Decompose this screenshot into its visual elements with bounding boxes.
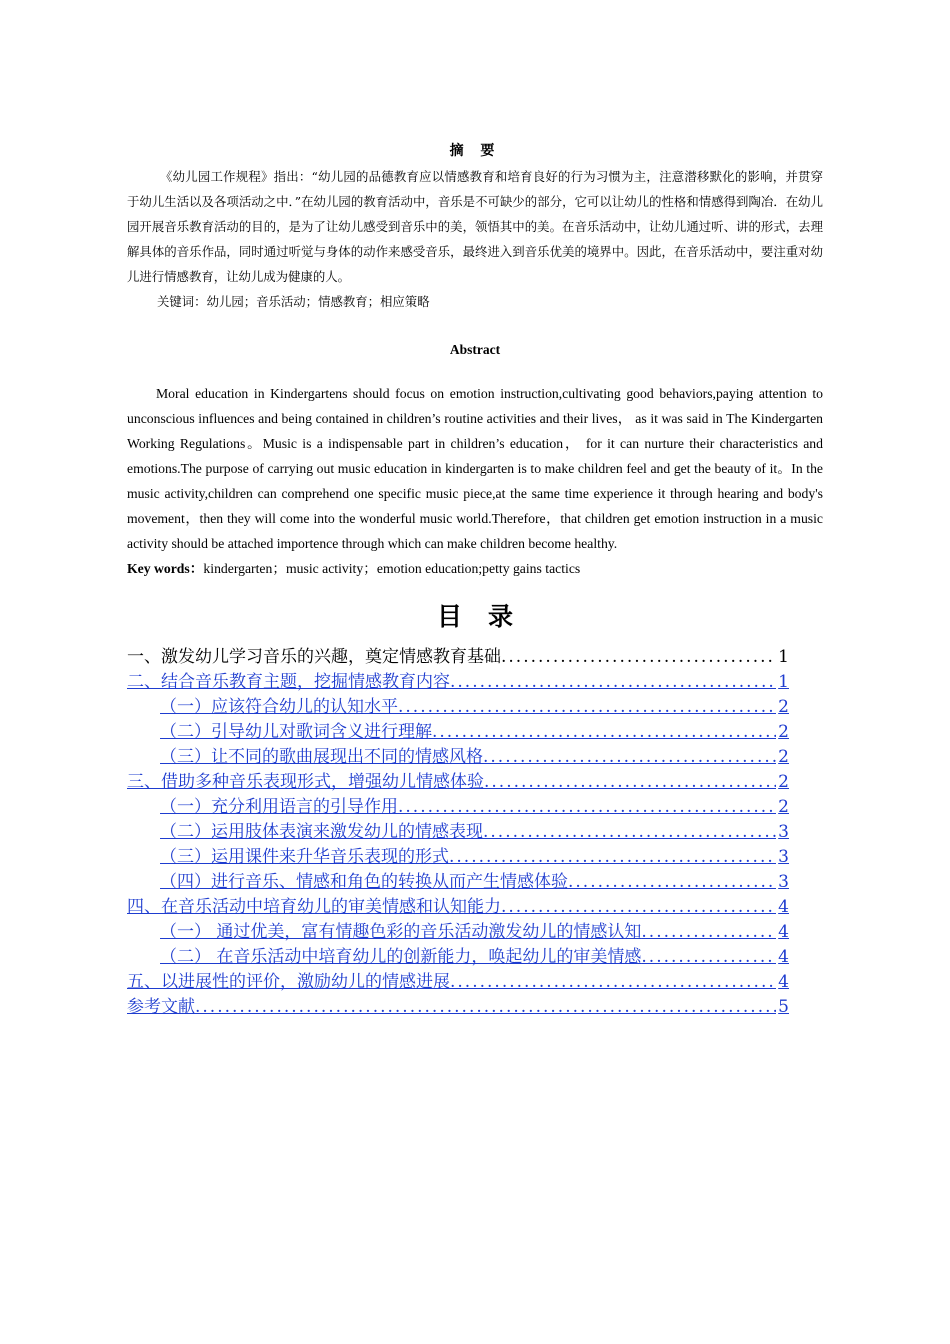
toc-title: 目录	[436, 602, 539, 631]
toc-entry-text: 参考文献	[127, 997, 195, 1017]
toc-entry-5[interactable]	[127, 970, 789, 995]
toc-leader-dots	[484, 770, 776, 795]
toc-page-number: 4	[778, 947, 789, 967]
toc-entry-text: （一） 通过优美，富有情趣色彩的音乐活动激发幼儿的情感认知	[160, 922, 642, 942]
abstract-zh-title: 摘 要	[449, 143, 501, 159]
toc-page-number: 3	[778, 847, 789, 867]
toc-leader-dots	[450, 670, 776, 695]
toc-leader-dots	[450, 970, 776, 995]
table-of-contents	[127, 645, 789, 1020]
toc-page-number: 2	[778, 772, 789, 792]
abstract-zh-body: 《幼儿园工作规程》指出：“幼儿园的品德教育应以情感教育和培育良好的行为习惯为主，注意潜移默化的影响，并贯穿于幼儿生活以及各项活动之中．”在幼儿园的教育活动中，音乐是不可缺少的部分，它可以让幼儿的性格和情感得到陶冶．在幼儿园开展音乐教育活动的目的，是为了让幼儿感受到音乐中的美，领悟其中的美。在音乐活动中，让幼儿通过听、讲的形式，去理解具体的音乐作品，同时通过听觉与身体的动作来感受音乐，最终进入到音乐优美的境界中。因此，在音乐活动中，要注重对幼儿进行情感教育，让幼儿成为健康的人。	[127, 169, 823, 284]
toc-page-number: 2	[778, 747, 789, 767]
toc-entry-text: （三）让不同的歌曲展现出不同的情感风格	[160, 747, 483, 767]
toc-entry-text: （二）运用肢体表演来激发幼儿的情感表现	[160, 822, 483, 842]
toc-leader-dots	[501, 645, 776, 670]
toc-page-number: 3	[778, 872, 789, 892]
toc-page-number: 2	[778, 797, 789, 817]
toc-entry-3-3[interactable]	[127, 845, 789, 870]
toc-entry-4[interactable]	[127, 895, 789, 920]
toc-entry-text: （一）充分利用语言的引导作用	[160, 797, 398, 817]
keywords-en	[127, 556, 823, 581]
toc-entry-3-2[interactable]	[127, 820, 789, 845]
keywords-zh-label: 关键词：	[157, 294, 207, 309]
toc-leader-dots	[449, 845, 776, 870]
toc-entry-text: （二） 在音乐活动中培育幼儿的创新能力，唤起幼儿的审美情感	[160, 947, 642, 967]
toc-leader-dots	[398, 695, 776, 720]
toc-leader-dots	[501, 895, 776, 920]
toc-entry-text: 一、激发幼儿学习音乐的兴趣，奠定情感教育基础	[127, 647, 501, 667]
keywords-en-label: Key words：	[127, 561, 204, 576]
toc-leader-dots	[398, 795, 776, 820]
toc-entry-2-3[interactable]	[127, 745, 789, 770]
toc-leader-dots	[641, 920, 776, 945]
toc-entry-text: 五、以进展性的评价，激励幼儿的情感进展	[127, 972, 450, 992]
abstract-en-body: Moral education in Kindergartens should focus on emotion instruction,cultivating good behaviors,paying attention to unconscious influences and being contained in children’s routine activities and their lives， as it was said in The Kindergarten Working Regulations。Music is a indispensable part in children’s education， for it can nurture their characteristics and emotions.The purpose of carrying out music education in kindergarten is to make children feel and get the beauty of it。In the music activity,children can comprehend one specific music piece,at the same time experience it through hearing and body's movement，then they will come into the wonderful music world.Therefore，that children get emotion instruction in a music activity should be attached importence through which can make children become healthy.	[127, 386, 823, 551]
toc-leader-dots	[483, 820, 776, 845]
toc-entry-text: （四）进行音乐、情感和角色的转换从而产生情感体验	[160, 872, 568, 892]
toc-page-number: 1	[778, 647, 789, 667]
toc-entry-text: （一）应该符合幼儿的认知水平	[160, 697, 398, 717]
toc-entry-3-4[interactable]	[127, 870, 789, 895]
toc-entry-text: （二）引导幼儿对歌词含义进行理解	[160, 722, 432, 742]
toc-page-number: 4	[778, 897, 789, 917]
document-page	[127, 140, 823, 1020]
toc-leader-dots	[641, 945, 776, 970]
toc-leader-dots	[483, 745, 776, 770]
toc-entry-text: （三）运用课件来升华音乐表现的形式	[160, 847, 449, 867]
toc-page-number: 1	[778, 672, 789, 692]
toc-entry-3[interactable]	[127, 770, 789, 795]
abstract-en-title: Abstract	[449, 342, 501, 357]
toc-page-number: 4	[778, 922, 789, 942]
toc-page-number: 3	[778, 822, 789, 842]
toc-entry-references[interactable]	[127, 995, 789, 1020]
toc-leader-dots	[195, 995, 776, 1020]
toc-entry-2[interactable]	[127, 670, 789, 695]
keywords-zh-values: 幼儿园；音乐活动；情感教育；相应策略	[206, 294, 430, 309]
toc-entry-2-2[interactable]	[127, 720, 789, 745]
toc-leader-dots	[568, 870, 776, 895]
toc-page-number: 5	[778, 997, 789, 1017]
toc-entry-2-1[interactable]	[127, 695, 789, 720]
toc-entry-4-2[interactable]	[127, 945, 789, 970]
toc-entry-1[interactable]	[127, 645, 789, 670]
keywords-en-values: kindergarten；music activity；emotion education;petty gains tactics	[203, 561, 581, 576]
toc-leader-dots	[432, 720, 776, 745]
toc-page-number: 4	[778, 972, 789, 992]
keywords-zh	[127, 289, 823, 314]
toc-entry-text: 二、结合音乐教育主题，挖掘情感教育内容	[127, 672, 450, 692]
toc-entry-4-1[interactable]	[127, 920, 789, 945]
toc-entry-text: 三、借助多种音乐表现形式，增强幼儿情感体验	[127, 772, 484, 792]
toc-page-number: 2	[778, 722, 789, 742]
toc-entry-3-1[interactable]	[127, 795, 789, 820]
toc-entry-text: 四、在音乐活动中培育幼儿的审美情感和认知能力	[127, 897, 501, 917]
toc-page-number: 2	[778, 697, 789, 717]
